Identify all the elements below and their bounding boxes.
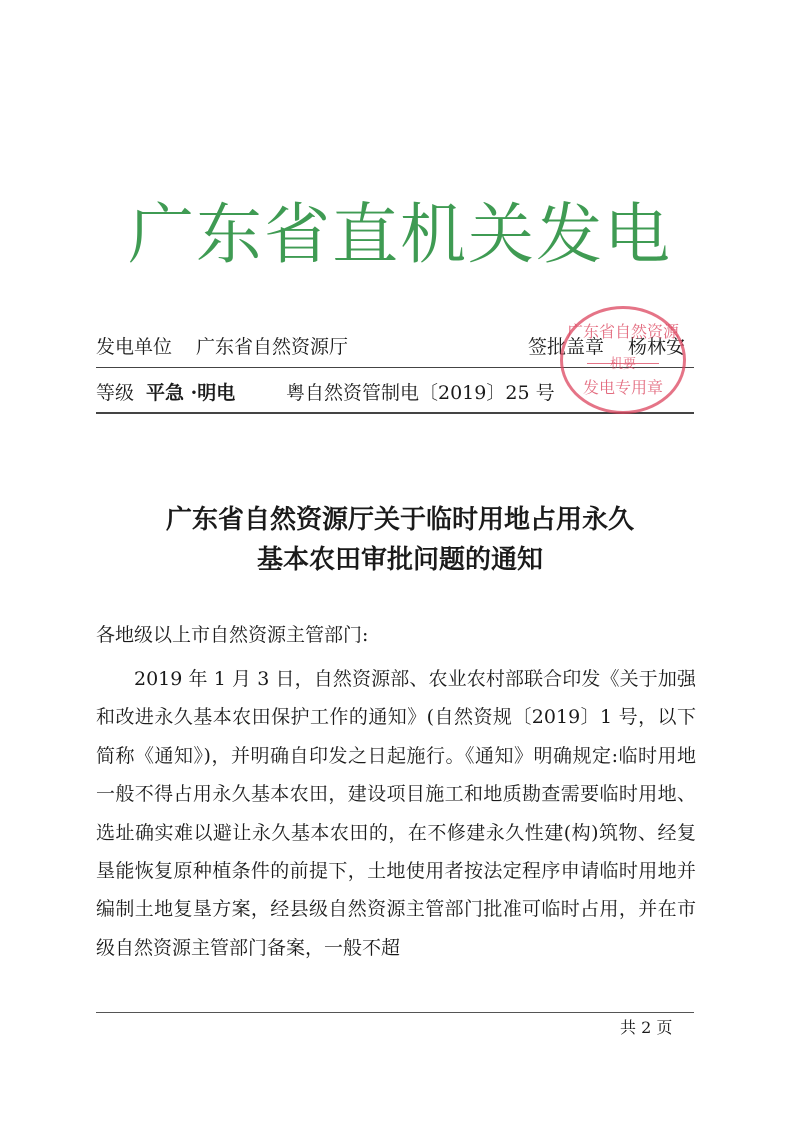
document-number: 粤自然资管制电〔2019〕25 号 [286, 382, 555, 404]
official-seal-stamp [560, 306, 686, 414]
masthead-title: 广东省直机关发电 [128, 196, 672, 273]
seal-middle-text: 机要 [609, 357, 636, 372]
salutation: 各地级以上市自然资源主管部门: [96, 624, 369, 646]
header-bottom-rule [96, 412, 694, 414]
page-count: 共 2 页 [620, 1018, 673, 1037]
signer-label: 签批盖章 [528, 336, 605, 358]
sender-label: 发电单位 [96, 336, 173, 358]
signer-value: 杨林安 [628, 336, 686, 358]
notice-title [60, 500, 740, 580]
notice-title-line-2: 基本农田审批问题的通知 [256, 545, 543, 575]
sender-value: 广东省自然资源厅 [196, 336, 349, 358]
seal-bottom-text: 发电专用章 [582, 378, 663, 397]
level-label: 等级 [96, 382, 135, 404]
seal-top-text: 广东省自然资源 [566, 322, 679, 341]
notice-title-line-1: 广东省自然资源厅关于临时用地占用永久 [165, 505, 634, 535]
footer-rule [96, 1012, 694, 1013]
body-paragraph: 2019 年 1 月 3 日，自然资源部、农业农村部联合印发《关于加强和改进永久基本农田保护工作的通知》(自然资规〔2019〕1 号，以下简称《通知》)，并明确自印发之日起施行。《通知》明确规定:临时用地一般不得占用永久基本农田，建设项目施工和地质勘查需要临时用地、选址确实难以避让永久基本农田的，在不修建永久性建(构)筑物、经复垦能恢复原种植条件的前提下，土地使用者按法定程序申请临时用地并编制土地复垦方案，经县级自然资源主管部门批准可临时占用，并在市级自然资源主管部门备案，一般不超 [96, 668, 696, 959]
level-value: 平急 ·明电 [146, 382, 236, 404]
